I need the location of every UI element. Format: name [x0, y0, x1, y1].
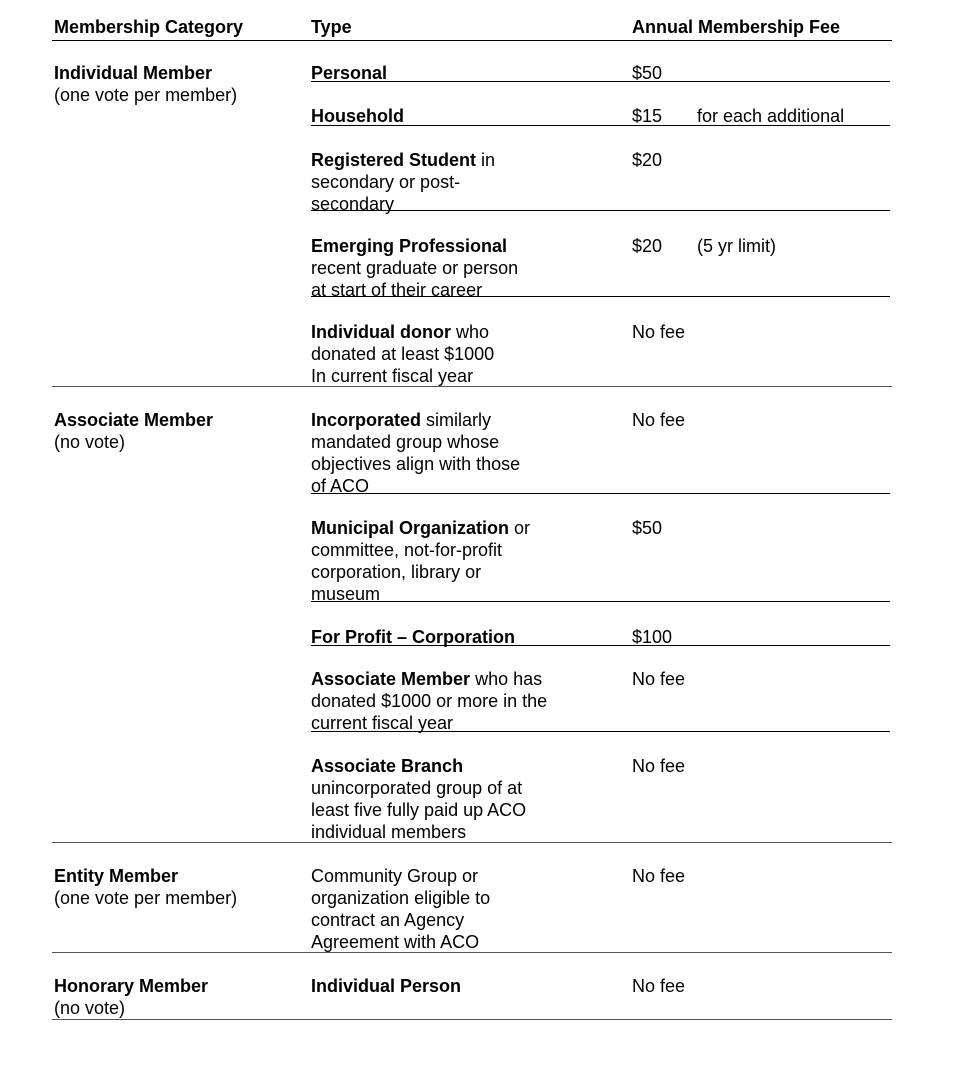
fee-cell: $50 — [632, 518, 663, 538]
type-text: unincorporated group of at least five fully paid up ACO individual members — [311, 778, 527, 842]
category-name: Individual Member — [54, 63, 213, 83]
type-bold: Associate Member — [311, 669, 471, 689]
type-text: who has donated $1000 or more in the current fiscal year — [311, 669, 548, 733]
type-bold: Personal — [311, 63, 388, 83]
header-fee: Annual Membership Fee — [632, 17, 841, 37]
fee-cell: No fee — [632, 410, 686, 430]
category-note: (no vote) — [54, 432, 126, 452]
group-divider — [52, 952, 892, 953]
fee-cell: No fee — [632, 669, 686, 689]
type-cell — [311, 409, 536, 497]
fee-cell: $100 — [632, 627, 673, 647]
fee-cell: No fee — [632, 756, 686, 776]
type-bold: Incorporated — [311, 410, 422, 430]
fee-cell: $50 — [632, 63, 663, 83]
type-cell — [311, 321, 511, 387]
category-note: (no vote) — [54, 998, 126, 1018]
type-text: similarly mandated group whose objectives align with those of ACO — [311, 410, 521, 496]
row-divider — [311, 296, 890, 297]
type-bold: Emerging Professional — [311, 236, 508, 256]
type-cell — [311, 865, 516, 953]
fee-cell: No fee — [632, 866, 686, 886]
row-divider — [311, 645, 890, 646]
type-text: who donated at least $1000 In current fiscal year — [311, 322, 495, 386]
fee-cell: $15 — [632, 106, 663, 126]
row-divider — [311, 493, 890, 494]
row-divider — [311, 601, 890, 602]
category-name: Honorary Member — [54, 976, 209, 996]
type-bold: Individual Person — [311, 976, 462, 996]
category-individual — [54, 62, 294, 106]
category-associate — [54, 409, 294, 453]
fee-cell: No fee — [632, 322, 686, 342]
group-divider — [52, 1019, 892, 1020]
category-name: Associate Member — [54, 410, 214, 430]
type-bold: Associate Branch — [311, 756, 464, 776]
type-text: Community Group or organization eligible to contract an Agency Agreement with ACO — [311, 866, 491, 952]
header-category: Membership Category — [54, 17, 244, 37]
row-divider — [311, 731, 890, 732]
type-cell — [311, 755, 541, 843]
row-divider — [311, 125, 890, 126]
type-cell — [311, 668, 551, 734]
type-cell — [311, 517, 551, 605]
type-text: recent graduate or person at start of their career — [311, 258, 519, 300]
type-bold: Registered Student — [311, 150, 477, 170]
type-cell — [311, 149, 531, 215]
fee-cell: No fee — [632, 976, 686, 996]
fee-cell: $20 — [632, 150, 663, 170]
type-cell — [311, 235, 536, 301]
category-entity — [54, 865, 294, 909]
table-header — [52, 14, 892, 41]
category-note: (one vote per member) — [54, 888, 238, 908]
type-text: in secondary or post-secondary — [311, 150, 496, 214]
type-bold: Household — [311, 106, 404, 126]
type-cell — [311, 975, 611, 997]
category-honorary — [54, 975, 294, 1019]
type-bold: For Profit – Corporation — [311, 627, 515, 647]
type-bold: Individual donor — [311, 322, 451, 342]
group-divider — [52, 386, 892, 387]
fee-cell: $20 — [632, 236, 663, 256]
fee-note: for each additional — [697, 106, 845, 126]
type-bold: Municipal Organization — [311, 518, 510, 538]
group-divider — [52, 842, 892, 843]
fee-note: (5 yr limit) — [697, 236, 776, 256]
row-divider — [311, 210, 890, 211]
category-note: (one vote per member) — [54, 85, 238, 105]
type-text: or committee, not-for-profit corporation, library or museum — [311, 518, 531, 604]
row-divider — [311, 81, 890, 82]
type-cell — [311, 105, 611, 127]
header-type: Type — [311, 17, 352, 37]
category-name: Entity Member — [54, 866, 179, 886]
